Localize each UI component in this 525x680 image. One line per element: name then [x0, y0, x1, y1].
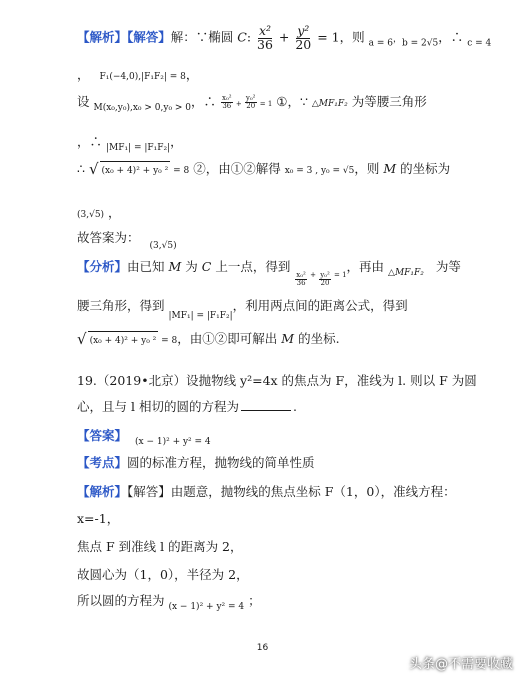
page-number: 16 [256, 643, 269, 653]
jiexi-line-4: 故圆心为（1，0），半径为 2， [77, 567, 249, 582]
mf1-equals-f1f2: |MF₁| = |F₁F₂| [105, 143, 171, 153]
analysis-line-3: √ (x₀ + 4)² + y₀ ² = 8，由①②即可解出 M 的坐标. [77, 330, 340, 348]
triangle-mf1f2: △MF₁F₂ [311, 99, 348, 109]
solution-line-2: ， F₁(−4,0),|F₁F₂| = 8， [77, 67, 199, 82]
question-19-line-1: 19.（2019•北京）设抛物线 y²=4x 的焦点为 F，准线为 l. 则以 F 为圆 [77, 373, 477, 388]
solution-line-4: ，∴ $_{|MF_1| = |F_1F_2|}$， [77, 134, 183, 153]
jiexi-line-3: 焦点 F 到准线 l 的距离为 2， [77, 539, 243, 554]
watermark: 头条@不需要收藏 [408, 657, 513, 672]
analysis-tag: 【解析】【解答】 [77, 29, 171, 45]
fraction-x0-36: $\frac{\text{x₀²}}{36}$ [222, 94, 232, 110]
daan-tag: 【答案】 [77, 428, 128, 443]
answer-line: 故答案为：$_{(3,√5)}$ [77, 230, 177, 251]
kaodian-tag: 【考点】 [77, 455, 128, 470]
solution-line-6: (3,√5) ， [77, 205, 121, 220]
focus-f1: F₁(−4,0) [99, 72, 139, 82]
value-c: c = 4 [467, 38, 492, 49]
m-coordinate: (3,√5) [77, 210, 105, 220]
circle-equation: (x − 1)² + y² = 4 [168, 602, 245, 612]
jiexi-line-1: 【解析】【解答】由题意，抛物线的焦点坐标 F（1，0），准线方程： [77, 484, 456, 499]
jiexi-line-5: 所以圆的方程为 $_{(x - 1)^2 + y^2 = 4}$ ； [77, 593, 261, 612]
radical-distance: (x₀ + 4)² + y₀ ² [100, 161, 171, 180]
f1f2-distance: |F₁F₂| = 8 [141, 72, 186, 82]
solution-line-3: 设 $_{M(x_0,y_0),x_0 > 0,y_0 > 0}$，∴ $\frac{\text{x₀²}}{36}$ + $\frac{\text{y₀²}}{20}$ = 1 ①，∵ △MF₁F₂ 为等腰三角形 [77, 94, 427, 113]
jiexi-tag: 【解析】 [77, 484, 128, 499]
answer-equation: (x − 1)² + y² = 4 [135, 437, 211, 447]
fenxi-tag: 【分析】 [77, 259, 128, 274]
point-m-def: M(x₀,y₀),x₀ > 0,y₀ > 0 [93, 103, 192, 113]
solution-values: x₀ = 3 , y₀ = √5 [284, 166, 355, 176]
fraction-y0-20: $\frac{\text{y₀²}}{20}$ [245, 94, 256, 110]
solution-line-5: ∴ √ (x₀ + 4)² + y₀ ² = 8 ②，由①②解得 x₀ = 3 , y₀ = √5，则 M 的坐标为 [77, 160, 451, 178]
answer-blank [241, 410, 291, 411]
kaodian-row: 【考点】圆的标准方程，抛物线的简单性质 [77, 455, 315, 470]
analysis-line-2: 腰三角形，得到 $_{|MF_1| = |F_1F_2|}$，利用两点间的距离公式，得到 [77, 298, 408, 321]
answer-value: (3,√5) [149, 241, 177, 251]
answer-row [77, 427, 211, 451]
value-a: a = 6 [368, 38, 393, 49]
solution-line-1: 【解析】【解答】解：∵椭圆 C: $\frac{\text{x²}}{36}$ + $\frac{\text{y²}}{20}$ = 1，则 $_{a = 6}$，$_{b = 2√5}$，∴ $_{c = 4}$ [77, 23, 492, 52]
analysis-line-1: 【分析】由已知 M 为 C 上一点，得到 $\frac{\text{x₀²}}{36}$ $_+$ $\frac{\text{y₀²}}{20}$ $_{= 1}$，再由 $_{\triangle MF_1F_2}$ 为等 [77, 259, 461, 287]
fraction-y2-20: $\frac{\text{y²}}{20}$ [295, 23, 312, 52]
fraction-x2-36: $\frac{\text{x²}}{36}$ [257, 23, 273, 52]
question-19-line-2: 心，且与 l 相切的圆的方程为 . [77, 399, 297, 414]
value-b: b = 2√5 [401, 38, 439, 49]
jiexi-line-2: x=-1， [77, 511, 120, 526]
